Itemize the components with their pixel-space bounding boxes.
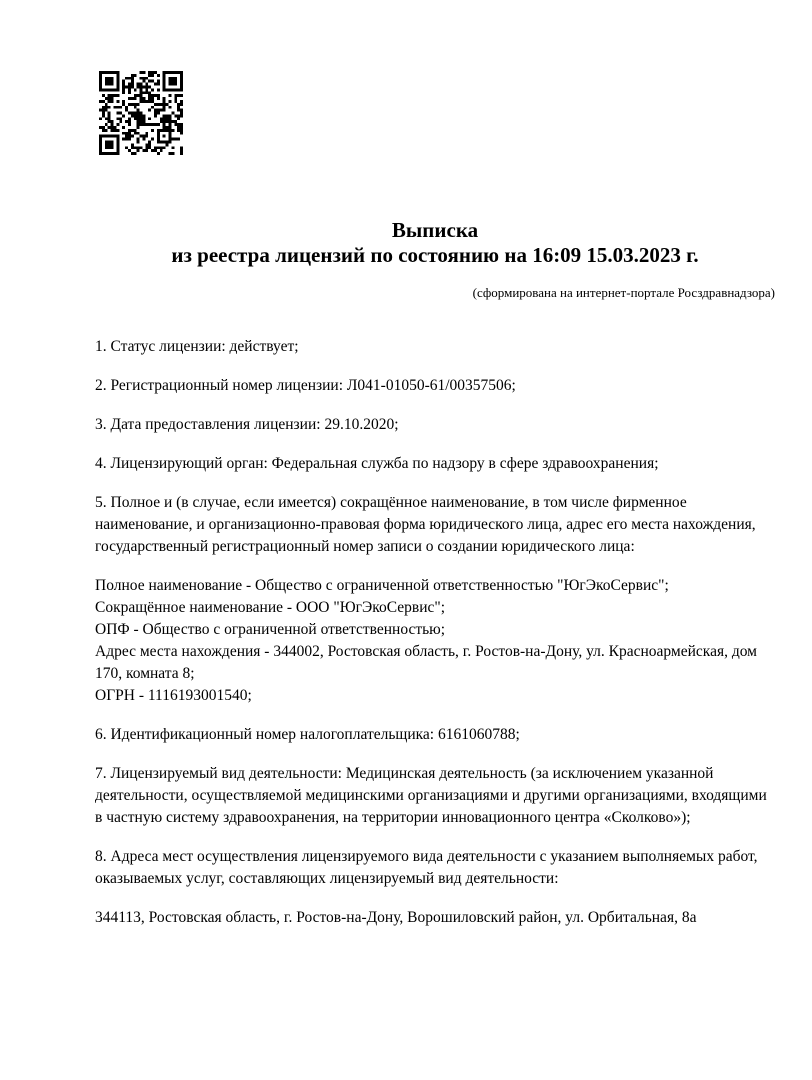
license-reg-number: 2. Регистрационный номер лицензии: Л041-01050-61/00357506; xyxy=(95,377,516,394)
document-subtitle: (сформирована на интернет-портале Росздравнадзора) xyxy=(472,285,775,300)
qr-code xyxy=(99,71,183,155)
license-status: 1. Статус лицензии: действует; xyxy=(95,338,299,355)
title-line-1: Выписка xyxy=(391,218,479,242)
licensing-authority: 4. Лицензирующий орган: Федеральная служба по надзору в сфере здравоохранения; xyxy=(95,455,659,472)
org-ogrn: ОГРН - 1116193001540; xyxy=(95,687,252,704)
org-short-name: Сокращённое наименование - ООО "ЮгЭкоСервис"; xyxy=(95,599,446,616)
activity-addresses-heading: 8. Адреса мест осуществления лицензируемого вида деятельности с указанием выполняемых работ, оказываемых услуг, составляющих лицензируемый вид деятельности: xyxy=(95,848,758,887)
document-body xyxy=(95,336,777,946)
taxpayer-inn: 6. Идентификационный номер налогоплательщика: 6161060788; xyxy=(95,726,520,743)
activity-address: 344113, Ростовская область, г. Ростов-на-Дону, Ворошиловский район, ул. Орбитальная, 8а xyxy=(95,909,697,926)
title-line-2: из реестра лицензий по состоянию на 16:09 15.03.2023 г. xyxy=(171,243,699,267)
licensed-activity: 7. Лицензируемый вид деятельности: Медицинская деятельность (за исключением указанной деятельности, осуществляемой медицинскими организациями и другими организациями, входящими в частную систему здравоохранения, на территории инновационного центра «Сколково»); xyxy=(95,765,767,826)
org-full-name: Полное наименование - Общество с ограниченной ответственностью "ЮгЭкоСервис"; xyxy=(95,577,669,594)
org-info-heading: 5. Полное и (в случае, если имеется) сокращённое наименование, в том числе фирменное наименование, и организационно-правовая форма юридического лица, адрес его места нахождения, государственный регистрационный номер записи о создании юридического лица: xyxy=(95,494,756,555)
org-legal-form: ОПФ - Общество с ограниченной ответственностью; xyxy=(95,621,446,638)
org-details-block xyxy=(95,575,777,707)
license-grant-date: 3. Дата предоставления лицензии: 29.10.2020; xyxy=(95,416,399,433)
org-address: Адрес места нахождения - 344002, Ростовская область, г. Ростов-на-Дону, ул. Красноармейская, дом 170, комната 8; xyxy=(95,643,757,682)
document-title xyxy=(95,218,775,268)
